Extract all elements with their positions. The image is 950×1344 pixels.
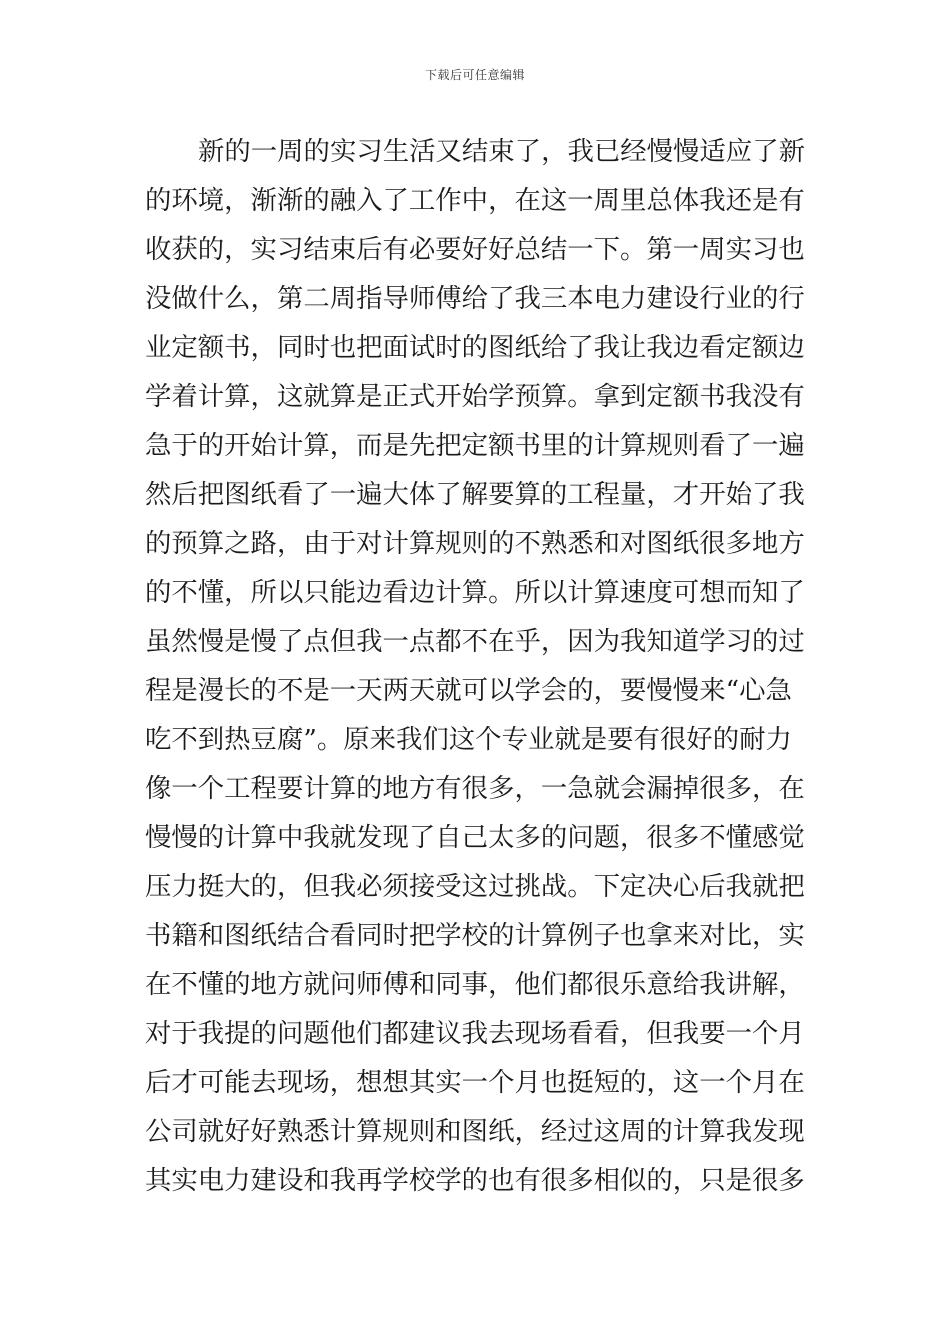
text-line: 慢慢的计算中我就发现了自己太多的问题，很多不懂感觉	[145, 822, 805, 853]
text-line: 吃不到热豆腐”。原来我们这个专业就是要有很好的耐力	[145, 724, 792, 755]
header-note: 下载后可任意编辑	[424, 68, 525, 82]
text-line: 的不懂，所以只能边看边计算。所以计算速度可想而知了	[145, 577, 805, 608]
text-line: 压力挺大的，但我必须接受这过挑战。下定决心后我就把	[145, 871, 805, 902]
text-line: 虽然慢是慢了点但我一点都不在乎，因为我知道学习的过	[145, 626, 805, 657]
text-line: 的预算之路，由于对计算规则的不熟悉和对图纸很多地方	[145, 528, 805, 559]
text-line: 没做什么，第二周指导师傅给了我三本电力建设行业的行	[145, 283, 805, 314]
text-line: 其实电力建设和我再学校学的也有很多相似的，只是很多	[145, 1165, 805, 1196]
text-line: 在不懂的地方就问师傅和同事，他们都很乐意给我讲解，	[145, 969, 805, 1000]
text-line: 新的一周的实习生活又结束了，我已经慢慢适应了新	[198, 136, 805, 167]
text-line: 书籍和图纸结合看同时把学校的计算例子也拿来对比，实	[145, 920, 805, 951]
text-line: 公司就好好熟悉计算规则和图纸，经过这周的计算我发现	[145, 1116, 805, 1147]
text-line: 急于的开始计算，而是先把定额书里的计算规则看了一遍	[145, 430, 805, 461]
text-line: 程是漫长的不是一天两天就可以学会的，要慢慢来“心急	[145, 675, 792, 706]
text-line: 业定额书，同时也把面试时的图纸给了我让我边看定额边	[145, 332, 805, 363]
text-line: 后才可能去现场，想想其实一个月也挺短的，这一个月在	[145, 1067, 805, 1098]
text-line: 学着计算，这就算是正式开始学预算。拿到定额书我没有	[145, 381, 805, 412]
text-line: 的环境，渐渐的融入了工作中，在这一周里总体我还是有	[145, 185, 805, 216]
text-line: 像一个工程要计算的地方有很多，一急就会漏掉很多，在	[145, 773, 805, 804]
body-paragraph	[145, 127, 805, 1205]
text-line: 对于我提的问题他们都建议我去现场看看，但我要一个月	[145, 1018, 805, 1049]
text-line: 收获的，实习结束后有必要好好总结一下。第一周实习也	[145, 234, 805, 265]
text-line: 然后把图纸看了一遍大体了解要算的工程量，才开始了我	[145, 479, 805, 510]
